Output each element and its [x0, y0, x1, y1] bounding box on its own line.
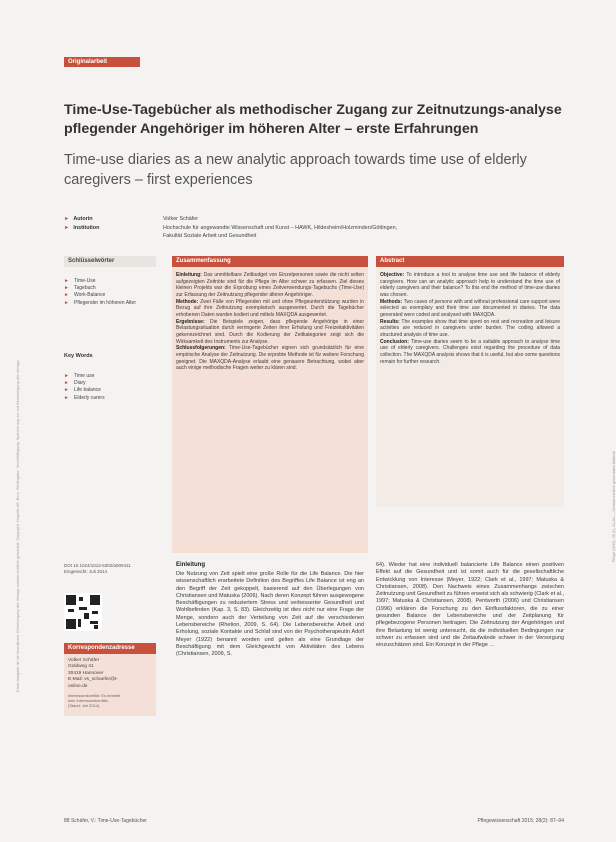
keyword-item: ► Elderly carers	[64, 394, 105, 401]
doi-line: DOI 10.1024/1012-5302/a000411	[64, 563, 131, 568]
abstract-paragraph: Objective: To introduce a tool to analyse time use and life balance of elderly caregivers. How can an analytic approach help to understand the time use of elderly caregivers and their balance? To this end the method of time-use diaries was chosen.	[380, 272, 560, 298]
body-column-1: Die Nutzung von Zeit spielt eine große Rolle für die Life Balance. Die hier wissenschaftlich erarbeitete Definition des Begriffes Life Balance ist eng an den Begriff der Zeit gekoppelt, basierend auf den Überlegungen von Christiansen und Matuska (2006). Nach deren Konzept führen ausgewogene Beschäftigungen zu reduziertem Stress und verbesserter Gesundheit und Wohlbefinden (Kap. 3, S. 83). Gleichzeitig ist dies nicht nur eine Frage der Menge, sondern auch der Verteilung von Zeit auf die verschiedenen Lebensbereiche (Rhetion, 2009, S. 64). Die Lebensbereiche Arbeit und Erholung, soziale Kontakte und Schlaf sind von der Psychotherapeutin Adolf Meyer (1922) benannt worden und gelten als eine Grundlage der Beschäftigung mit dem Gleichgewicht von Aktivitäten des Lebens (Christiansen, 2009, S.	[176, 571, 364, 658]
author-value: Volker Schäfer	[163, 216, 199, 222]
abstract-heading: Abstract	[376, 256, 564, 267]
zusammenfassung-heading: Zusammenfassung	[172, 256, 368, 267]
institution-value-1: Hochschule für angewandte Wissenschaft und Kunst – HAWK, Hildesheim/Holzminden/Göttingen,	[163, 225, 398, 231]
keyword-item: ► Tagebuch	[64, 285, 96, 292]
keywords-de-list	[64, 278, 156, 307]
zusammenfassung-text	[176, 272, 364, 372]
journal-side-text: Pflege (2015), 28 (1), 41–54 — Urheberrechtlich geschütztes Material	[612, 451, 616, 562]
address-line: 30419 Hannover	[68, 670, 104, 676]
note-line: (Stand: Juli 2014)	[68, 703, 100, 709]
note-line: kein Interessenkonflikt.	[68, 698, 109, 704]
submitted-line: Eingereicht: Juli 2014	[64, 569, 108, 574]
summary-paragraph: Einleitung: Das unmittelbare Zeitbudget von Einzelpersonen sowie die nicht selten aufgezeigten Zeitnöte sind für die Pflege im Alter schwer zu erfassen. Ziel dieses kleinen Projekts war die Erprobung eines Zeitverwendungs-Tagebuchs (Time-Use) zur Erfassung der Zeitnutzung pflegender älterer Angehöriger.	[176, 272, 364, 298]
keyword-item: ► Work-Balance	[64, 292, 106, 299]
keyword-item: ► Diary	[64, 380, 86, 387]
correspondence-address	[68, 658, 120, 708]
author-label: ► Autorin	[64, 216, 93, 222]
copyright-side-text: Diese Ausgabe ist mit freundlicher Genehmigung des Verlags urheberrechtlich geschützt. Copyright, Hogrefe AG, Bern. Weitergabe, Vervielfältigung, Speicherung nur mit Genehmigung des Verlags.	[16, 359, 20, 692]
abstract-paragraph: Results: The examples show that time spent on rest and recreation and leisure activities are reduced in caregivers under burden. The coding allowed a structured analysis of time use.	[380, 318, 560, 338]
institution-label: ► Institution	[64, 225, 100, 231]
body-column-2: 64). Wieder hat eine individuell balancierte Life Balance einen positiven Effekt auf die Gesundheit und ist somit auch für die gesellschaftliche Entwicklung von Interesse (Meyer, 1922; Clark et al., 1997; Matuska & Christiansen, 2008). Den Nachweis eines Zusammenhangs zwischen Zeitnutzung und Gesundheit zu führen erweist sich als schwierig (Clark et al., 1997; Matuska & Christiansen, 2008). Pentworth (2006) und Christiansen (1996) erklären die Forschung zu den Einflussfaktoren, die zu einer gesunden Balance der Lebensbereiche und der Zeitplanung für pflegebezogene Personen beitragen. Die Zeitnutzung der Angehörigen und ihre Belastung ist wenig untersucht, da die individuellen Bedingungen nur schwer zu erfassen sind und die Zeitaufwände schwer in der Versorgung einzuschätzen sind. Ein Konzept in der Pflege ...	[376, 562, 565, 649]
address-line: Volker Schäfer	[68, 658, 100, 663]
address-line: online.de	[68, 683, 88, 689]
keyword-item: ► Time-Use	[64, 278, 96, 284]
correspondence-heading: Korrespondenzadresse	[64, 643, 156, 654]
keyword-item: ► Life balance	[64, 387, 101, 394]
footer-left: 88 Schäfer, V.: Time-Use-Tagebücher	[64, 818, 147, 824]
keyword-item: ► Pflegender im höheren Alter	[64, 299, 136, 306]
footer-right: Pflegewissenschaft 2015; 28(2): 87–94	[477, 818, 564, 824]
category-label: Originalarbeit	[64, 57, 140, 67]
address-line: E-Mail: vs_schaefer@t-	[68, 677, 118, 683]
doi-info	[64, 563, 131, 575]
keywords-en-heading: Key Words	[64, 353, 93, 359]
qr-code	[64, 593, 102, 631]
keywords-en-list	[64, 373, 156, 402]
article-title-english: Time-use diaries as a new analytic approach towards time use of elderly caregivers – first experiences	[64, 152, 527, 188]
abstract-text	[380, 272, 560, 365]
summary-paragraph: Schlussfolgerungen: Time-Use-Tagebücher eignen sich grundsätzlich für eine empirische Analyse der Zeitnutzung. Die erprobte Methode ist für weitere Forschung geeignet. Die MAXQDA-Analyse erlaubt eine genauere Betrachtung, wobei aber auch einige methodische Fragen weiter zu klären sind.	[176, 345, 364, 372]
address-line: Goldweg 41	[68, 664, 94, 670]
summary-paragraph: Ergebnisse: Die Beispiele zeigen, dass pflegende Angehörige in einer Belastungssituation durch verringerte Zeiten ihrer Erholung und Freizeitaktivitäten gekennzeichnet sind. Durch die Kodierung der Zeitkategorien zeigt sich die Wirksamkeit des Instruments zur Analyse.	[176, 318, 364, 345]
abstract-paragraph: Conclusion: Time-use diaries seem to be a suitable approach to analyse time use of elderly caregivers. Challenges exist regarding the procedure of data collection. The MAXQDA analysis shows that it is useful, but also some questions remain for further research.	[380, 338, 560, 365]
note-line: Interessenkonflikt: Es besteht	[68, 693, 121, 699]
summary-paragraph: Methode: Zwei Fälle von Pflegenden mit und ohne Pflegeunterstützung wurden in Bezug auf ihre Zeitnutzung exemplarisch ausgewertet. Durch die Tagebücher erhobenen Daten wurden kodiert und mittels MAXQDA ausgewertet.	[176, 298, 365, 318]
keyword-item: ► Time use	[64, 373, 95, 379]
institution-value-2: Fakultät Soziale Arbeit und Gesundheit	[163, 233, 257, 239]
article-title-german: Time-Use-Tagebücher als methodischer Zugang zur Zeitnutzungs-analyse pflegender Angehöriger im höheren Alter – erste Erfahrungen	[64, 102, 562, 137]
section-heading: Einleitung	[176, 562, 205, 568]
keywords-de-heading: Schlüsselwörter	[64, 256, 156, 267]
abstract-paragraph: Methods: Two cases of persons with and without professional care support were selected as exemplary and their time use documented in diaries. The data generated were coded and analysed with MAXQDA.	[380, 298, 560, 318]
